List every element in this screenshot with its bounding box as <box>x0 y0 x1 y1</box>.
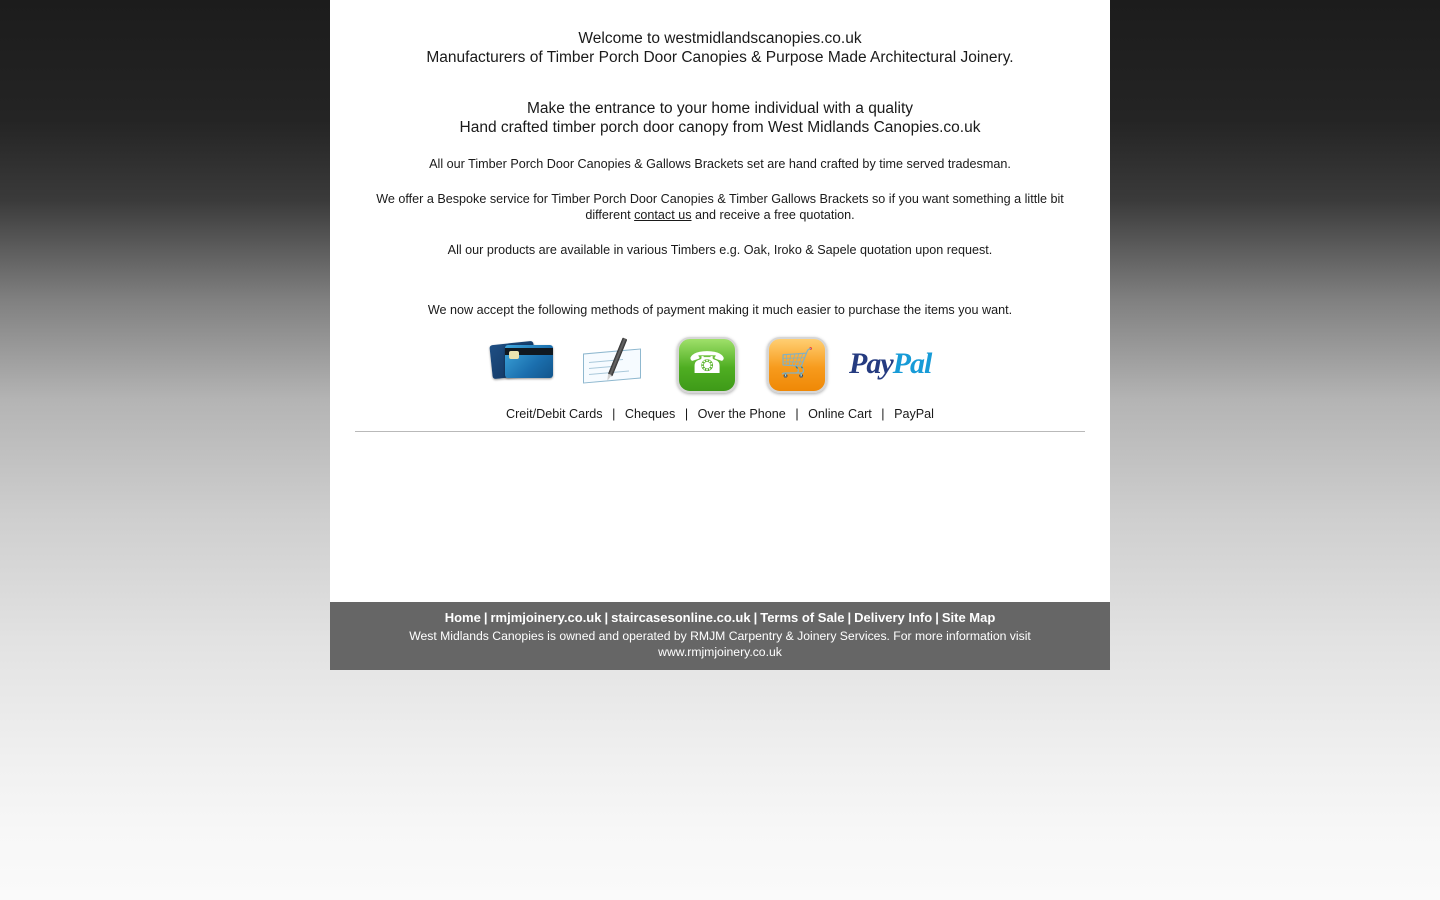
footer-separator: | <box>935 610 939 625</box>
welcome-heading-line2: Manufacturers of Timber Porch Door Canopies & Purpose Made Architectural Joinery. <box>426 48 1014 66</box>
footer-ownership-line2: www.rmjmjoinery.co.uk <box>658 645 782 659</box>
footer-link-home[interactable]: Home <box>444 610 481 625</box>
page-content <box>330 0 1110 602</box>
bottom-spacer <box>355 432 1085 602</box>
payment-methods-list <box>355 407 1085 421</box>
footer-link-site-map[interactable]: Site Map <box>941 610 996 625</box>
phone-glyph: ☎ <box>688 347 726 380</box>
footer-link-terms-of-sale[interactable]: Terms of Sale <box>760 610 845 625</box>
paypal-wordmark <box>849 347 931 381</box>
paypal-logo <box>849 331 951 393</box>
payment-method-label: Over the Phone <box>697 407 786 421</box>
payment-method-label: Creit/Debit Cards <box>506 407 603 421</box>
payment-intro-text: We now accept the following methods of payment making it much easier to purchase the items you want. <box>427 303 1013 317</box>
phone-icon <box>669 331 741 393</box>
welcome-heading-line1: Welcome to westmidlandscanopies.co.uk <box>578 30 862 47</box>
payment-method-label: Cheques <box>624 407 676 421</box>
paypal-word-pay: Pay <box>849 347 893 380</box>
cheque-icon <box>579 331 651 393</box>
intro-paragraph-1: All our Timber Porch Door Canopies & Gallows Brackets set are hand crafted by time served tradesman. <box>429 157 1011 171</box>
card-front-shape <box>505 345 553 378</box>
method-separator: | <box>795 407 799 421</box>
method-separator: | <box>612 407 616 421</box>
page-wrapper <box>330 0 1110 670</box>
credit-debit-cards-icon <box>489 331 561 393</box>
intro-paragraph-2 <box>355 191 1085 223</box>
bespoke-text-after: and receive a free quotation. <box>691 208 855 222</box>
subheading-line1: Make the entrance to your home individual with a quality <box>527 100 913 117</box>
footer-link-rmjmjoinery[interactable]: rmjmjoinery.co.uk <box>490 610 602 625</box>
footer-ownership-text <box>330 628 1110 660</box>
subheading <box>355 100 1085 137</box>
footer-ownership-line1: West Midlands Canopies is owned and operated by RMJM Carpentry & Joinery Services. For more information visit <box>409 629 1031 643</box>
shopping-cart-icon <box>759 331 831 393</box>
footer-separator: | <box>483 610 488 625</box>
welcome-heading <box>355 30 1085 67</box>
intro-paragraph-3: All our products are available in various Timbers e.g. Oak, Iroko & Sapele quotation upon request. <box>447 243 993 257</box>
footer-link-delivery-info[interactable]: Delivery Info <box>854 610 933 625</box>
bespoke-text-before: We offer a Bespoke service for Timber Porch Door Canopies & Timber Gallows Brackets so if you want something a little bit different <box>376 192 1064 222</box>
page-footer <box>330 602 1110 670</box>
card-magnetic-strip <box>505 348 553 355</box>
payment-icons-row <box>355 329 1085 393</box>
method-separator: | <box>881 407 885 421</box>
method-separator: | <box>684 407 689 421</box>
cart-button-shape <box>767 337 827 393</box>
cart-glyph: 🛒 <box>779 347 815 378</box>
subheading-line2: Hand crafted timber porch door canopy from West Midlands Canopies.co.uk <box>459 118 981 136</box>
phone-button-shape <box>677 337 737 393</box>
payment-method-label: PayPal <box>894 407 934 421</box>
footer-link-staircasesonline[interactable]: staircasesonline.co.uk <box>611 610 751 625</box>
footer-separator: | <box>604 610 609 625</box>
payment-method-label: Online Cart <box>808 407 872 421</box>
contact-us-link[interactable]: contact us <box>634 208 692 222</box>
footer-separator: | <box>847 610 852 625</box>
footer-separator: | <box>753 610 758 625</box>
paypal-word-pal: Pal <box>892 347 932 380</box>
footer-navigation <box>330 609 1110 627</box>
